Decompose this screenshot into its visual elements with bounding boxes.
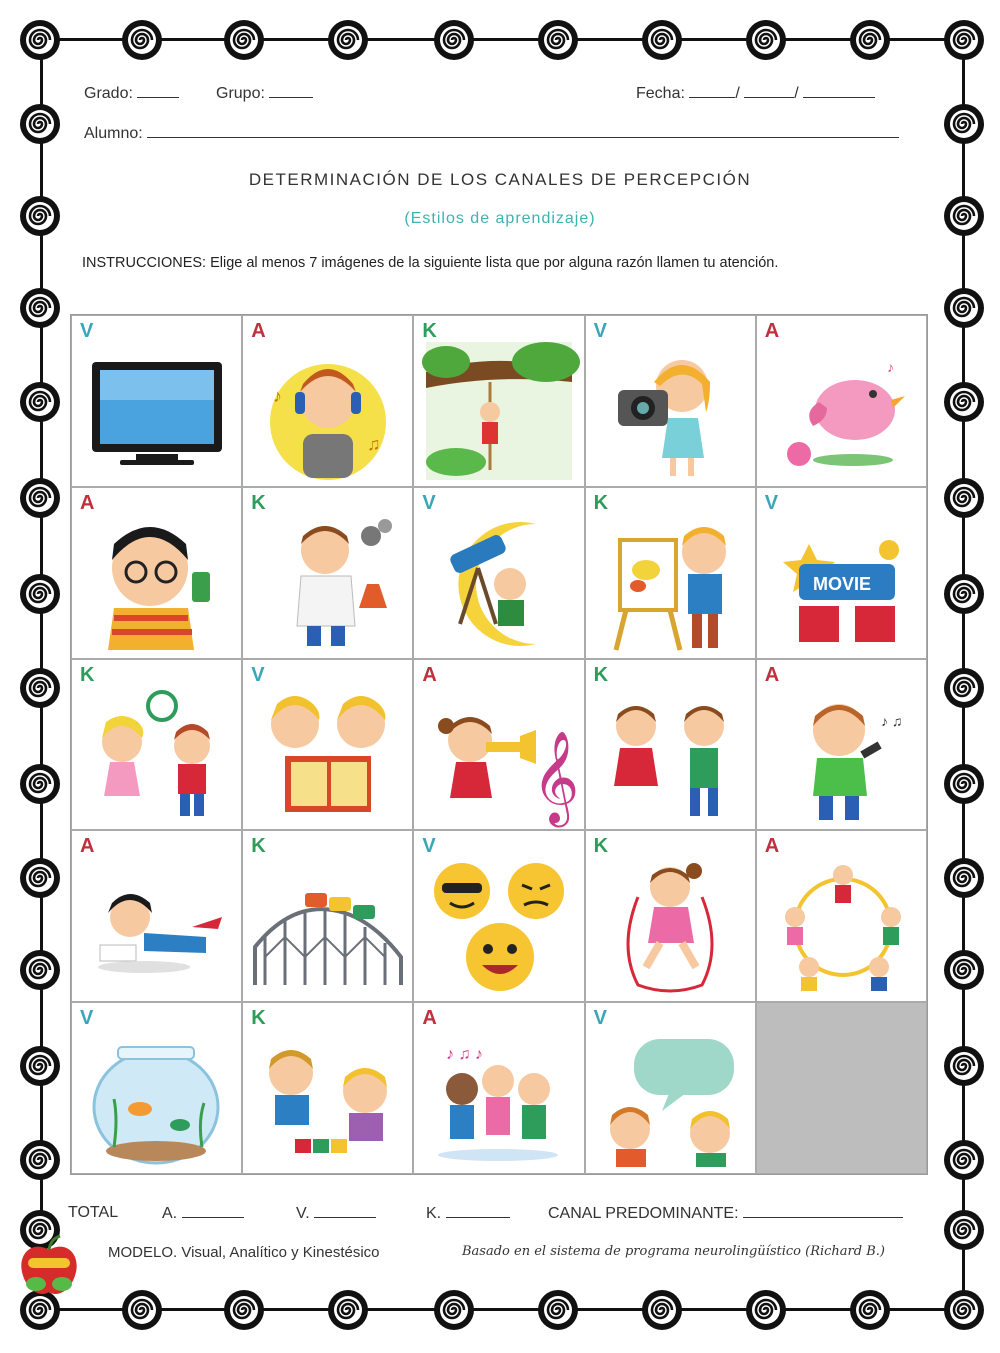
total-k-field [426,1204,510,1223]
spiral-ornament-icon [944,104,984,144]
spiral-ornament-icon [122,1290,162,1330]
channel-letter: A [80,835,95,858]
source-caption: Basado en el sistema de programa neurolingüístico (Richard B.) [462,1244,885,1259]
kids-dancing-icon [598,686,744,824]
roller-coaster-icon [255,857,401,995]
spiral-ornament-icon [434,1290,474,1330]
page-title: DETERMINACIÓN DE LOS CANALES DE PERCEPCIÓN [248,170,752,189]
spiral-ornament-icon [944,382,984,422]
spiral-ornament-icon [328,1290,368,1330]
spiral-ornament-icon [746,1290,786,1330]
svg-text:♪ ♫ ♪: ♪ ♫ ♪ [446,1046,484,1064]
fish-bowl-icon [84,1029,230,1167]
channel-letter: K [80,663,95,686]
spiral-ornament-icon [944,478,984,518]
grid-cell[interactable] [585,830,756,1002]
grid-cell[interactable] [756,659,927,831]
instructions: INSTRUCCIONES: Elige al menos 7 imágenes de la siguiente lista que por alguna razón llamen tu atención. [82,255,779,271]
channel-letter: V [593,1007,607,1030]
spiral-ornament-icon [850,1290,890,1330]
spiral-ornament-icon [746,20,786,60]
movie-sign-icon [769,514,915,652]
girl-reading-lying-icon [84,857,230,995]
channel-letter: V [593,320,607,342]
grid-cell[interactable] [242,315,413,487]
grid-cell[interactable] [756,315,927,487]
spiral-ornament-icon [20,478,60,518]
grid-cell[interactable] [242,659,413,831]
channel-letter: V [80,320,94,342]
grid-cell[interactable] [242,830,413,1002]
channel-letter: K [251,491,266,514]
kids-speech-bubble-icon [598,1029,744,1167]
spiral-ornament-icon [944,1046,984,1086]
grid-cell[interactable] [71,1002,242,1174]
grid-cell[interactable] [413,487,584,659]
spiral-ornament-icon [20,764,60,804]
total-k-blank[interactable] [446,1204,510,1218]
total-v-label: V. [296,1205,310,1222]
spiral-ornament-icon [20,1046,60,1086]
grupo-field [216,84,313,103]
grado-blank[interactable] [137,84,179,98]
grid-cell[interactable] [585,659,756,831]
grid-cell[interactable] [71,487,242,659]
spiral-ornament-icon [642,1290,682,1330]
alumno-label: Alumno: [84,125,143,142]
channel-letter: V [80,1007,94,1030]
total-k-label: K. [426,1205,442,1222]
spiral-ornament-icon [20,20,60,60]
channel-letter: A [251,320,266,342]
canal-label: CANAL PREDOMINANTE: [548,1205,739,1222]
total-a-field [162,1204,244,1223]
scientist-boy-icon [255,514,401,652]
spiral-ornament-icon [944,1140,984,1180]
channel-letter: A [764,663,780,686]
spiral-ornament-icon [20,950,60,990]
channel-letter: K [251,1007,266,1030]
grupo-label: Grupo: [216,85,265,102]
kids-circle-dance-icon [769,857,915,995]
svg-text:♪: ♪ [886,359,894,375]
spiral-ornament-icon [944,858,984,898]
grid-cell[interactable] [756,830,927,1002]
spiral-ornament-icon [538,1290,578,1330]
spiral-ornament-icon [224,1290,264,1330]
fecha-year-blank[interactable] [803,84,875,98]
grupo-blank[interactable] [269,84,313,98]
boy-climbing-tree-icon [426,342,572,480]
grado-label: Grado: [84,85,133,102]
grid-cell[interactable] [71,315,242,487]
boy-singing-microphone-icon [769,686,915,824]
kids-playing-toys-icon [255,1029,401,1167]
kids-singing-icon [426,1029,572,1167]
canal-blank[interactable] [743,1204,903,1218]
grid-cell-empty [756,1002,927,1174]
channel-letter: K [422,320,437,342]
channel-letter: A [422,663,437,686]
grid-cell[interactable] [413,1002,584,1174]
spiral-ornament-icon [944,1210,984,1250]
grid-cell[interactable] [242,487,413,659]
fecha-label: Fecha: [636,85,685,102]
singing-bird-icon [769,342,915,480]
spiral-ornament-icon [944,288,984,328]
page-subtitle: (Estilos de aprendizaje) [404,210,596,227]
spiral-ornament-icon [122,20,162,60]
svg-text:♪: ♪ [273,386,283,406]
modelo-text: MODELO. Visual, Analítico y Kinestésico [108,1244,380,1261]
spiral-ornament-icon [20,858,60,898]
frame-border-line [40,1308,964,1311]
grid-cell[interactable] [585,315,756,487]
channel-letter: K [251,835,266,858]
channel-letter: A [80,491,95,514]
spiral-ornament-icon [944,950,984,990]
channel-letter: V [764,491,779,514]
spiral-ornament-icon [20,382,60,422]
alumno-field [84,124,899,143]
spiral-ornament-icon [224,20,264,60]
channel-letter: K [593,491,609,514]
channel-letter: V [422,835,436,858]
spiral-ornament-icon [944,1290,984,1330]
grid-cell[interactable] [71,830,242,1002]
spiral-ornament-icon [20,104,60,144]
frame-border-line [40,38,964,41]
channel-letter: A [764,320,780,342]
girl-trumpet-music-icon [426,686,580,824]
kids-playing-ball-icon [84,686,230,824]
grid-cell[interactable] [71,659,242,831]
boy-painting-icon [598,514,744,652]
total-label: TOTAL [68,1204,119,1221]
spiral-ornament-icon [20,288,60,328]
grid-cell[interactable] [756,487,927,659]
canal-field [548,1204,903,1223]
total-v-field [296,1204,376,1223]
image-grid [70,314,928,1175]
spiral-ornament-icon [20,668,60,708]
grid-cell[interactable] [585,487,756,659]
channel-letter: K [593,835,609,858]
fecha-field: Fecha: / / [636,84,875,103]
telescope-moon-icon [426,514,572,652]
spiral-ornament-icon [850,20,890,60]
girl-jump-rope-icon [598,857,744,995]
boy-on-phone-icon [84,514,230,652]
alumno-blank[interactable] [147,124,899,138]
spiral-ornament-icon [434,20,474,60]
svg-text:♪ ♫: ♪ ♫ [880,712,903,729]
channel-letter: K [593,663,609,686]
spiral-ornament-icon [944,574,984,614]
channel-letter: A [422,1007,437,1030]
total-a-blank[interactable] [182,1204,244,1218]
grid-cell[interactable] [242,1002,413,1174]
svg-text:MOVIE: MOVIE [812,573,871,594]
grid-cell[interactable] [585,1002,756,1174]
spiral-ornament-icon [944,668,984,708]
svg-text:♫: ♫ [367,434,381,454]
svg-text:𝄞: 𝄞 [532,731,580,821]
fecha-day-blank[interactable] [689,84,735,98]
spiral-ornament-icon [328,20,368,60]
television-icon [84,342,230,480]
spiral-ornament-icon [538,20,578,60]
girl-with-camera-icon [598,342,744,480]
channel-letter: A [764,835,780,858]
channel-letter: V [422,491,436,514]
kids-reading-book-icon [255,686,401,824]
grid-cell[interactable] [413,315,584,487]
emoji-faces-icon [426,857,572,995]
grado-field [84,84,179,103]
total-a-label: A. [162,1205,178,1222]
spiral-ornament-icon [944,20,984,60]
channel-letter: V [251,663,265,686]
grid-cell[interactable] [413,830,584,1002]
spiral-ornament-icon [20,1140,60,1180]
grid-cell[interactable] [413,659,584,831]
boy-with-headphones-icon [255,342,401,480]
spiral-ornament-icon [642,20,682,60]
fecha-month-blank[interactable] [744,84,794,98]
apple-logo-icon [14,1232,84,1302]
spiral-ornament-icon [20,574,60,614]
spiral-ornament-icon [944,764,984,804]
total-v-blank[interactable] [314,1204,376,1218]
